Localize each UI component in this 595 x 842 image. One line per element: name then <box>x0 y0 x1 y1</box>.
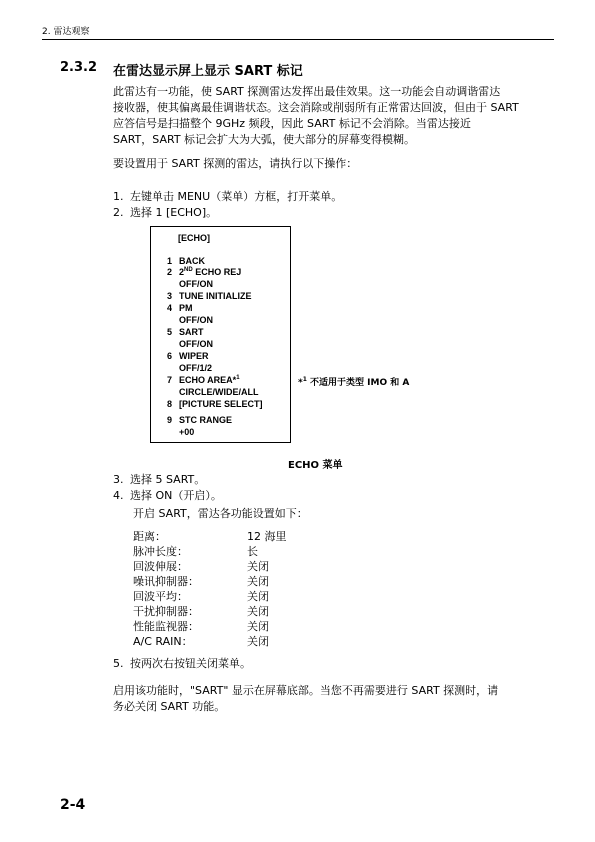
footnote: *$^1$ 不适用于类型 IMO 和 A <box>298 376 410 388</box>
setting-value: 12 海里 <box>247 530 287 543</box>
setting-label: 干扰抑制器： <box>133 605 199 618</box>
menu-item-number: 5 <box>167 327 173 337</box>
section-title: 在雷达显示屏上显示 SART 标记 <box>113 64 303 79</box>
menu-item-label: PM <box>179 303 193 313</box>
step-text: 左键单击 MENU（菜单）方框，打开菜单。 <box>130 190 343 203</box>
closing-line: 务必关闭 SART 功能。 <box>113 700 226 713</box>
setting-label: A/C RAIN： <box>133 635 193 648</box>
setup-text: 要设置用于 SART 探测的雷达，请执行以下操作： <box>113 157 358 170</box>
setting-value: 关闭 <box>247 635 269 648</box>
running-header: 2. 雷达观察 <box>42 27 90 37</box>
closing-line: 启用该功能时，"SART" 显示在屏幕底部。当您不再需要进行 SART 探测时，请 <box>113 684 499 697</box>
menu-item-number: 3 <box>167 291 173 301</box>
menu-item-label: TUNE INITIALIZE <box>179 291 252 301</box>
menu-item-number: 4 <box>167 303 173 313</box>
setting-value: 长 <box>247 545 258 558</box>
menu-item-number: 2 <box>167 267 173 277</box>
menu-item-number: 6 <box>167 351 173 361</box>
setting-value: 关闭 <box>247 590 269 603</box>
menu-item-options: OFF/ON <box>179 315 213 325</box>
step-item <box>113 188 342 204</box>
intro-line: 此雷达有一功能，使 SART 探测雷达发挥出最佳效果。这一功能会自动调谐雷达 <box>113 85 501 98</box>
section-number: 2.3.2 <box>60 60 98 75</box>
setting-label: 回波伸展： <box>133 560 188 573</box>
step-text: 按两次右按钮关闭菜单。 <box>130 657 251 670</box>
menu-item-number: 1 <box>167 256 173 266</box>
setting-label: 距离： <box>133 530 166 543</box>
step-item <box>113 487 222 503</box>
setting-value: 关闭 <box>247 560 269 573</box>
menu-item-label: [PICTURE SELECT] <box>179 399 263 409</box>
menu-item-options: OFF/1/2 <box>179 363 213 373</box>
setting-label: 噪讯抑制器： <box>133 575 199 588</box>
step-number: 3. <box>113 473 124 486</box>
step-text: 选择 5 SART。 <box>130 473 206 486</box>
step-item <box>113 204 217 220</box>
figure-caption: ECHO 菜单 <box>288 460 343 471</box>
settings-intro: 开启 SART，雷达各功能设置如下： <box>133 507 308 520</box>
page-number: 2-4 <box>60 797 86 813</box>
menu-item-options: OFF/ON <box>179 279 213 289</box>
intro-line: 应答信号是扫描整个 9GHz 频段，因此 SART 标记不会消除。当雷达接近 <box>113 117 471 130</box>
menu-item-label: WIPER <box>179 351 209 361</box>
menu-item-options: +00 <box>179 427 195 437</box>
menu-item-options: OFF/ON <box>179 339 213 349</box>
setting-label: 脉冲长度： <box>133 545 188 558</box>
menu-item-number: 8 <box>167 399 173 409</box>
step-item <box>113 471 205 487</box>
step-item <box>113 655 251 671</box>
menu-item-label: ECHO AREA*$^1$ <box>179 375 240 385</box>
intro-line: 接收器，使其偏离最佳调谐状态。这会消除或削弱所有正常雷达回波，但由于 SART <box>113 101 519 114</box>
menu-item-label: SART <box>179 327 204 337</box>
menu-title: [ECHO] <box>178 233 210 243</box>
menu-item-options: CIRCLE/WIDE/ALL <box>179 387 259 397</box>
step-text: 选择 ON（开启）。 <box>130 489 222 502</box>
menu-item-label: 2ND ECHO REJ <box>179 267 242 277</box>
setting-value: 关闭 <box>247 620 269 633</box>
setting-label: 性能监视器： <box>133 620 199 633</box>
echo-menu-figure <box>150 226 291 443</box>
intro-line: SART，SART 标记会扩大为大弧，使大部分的屏幕变得模糊。 <box>113 133 416 146</box>
menu-item-number: 9 <box>167 415 173 425</box>
step-number: 2. <box>113 206 124 219</box>
setting-label: 回波平均： <box>133 590 188 603</box>
menu-item-label: STC RANGE <box>179 415 233 425</box>
step-number: 1. <box>113 190 124 203</box>
menu-item-number: 7 <box>167 375 173 385</box>
setting-value: 关闭 <box>247 575 269 588</box>
step-text: 选择 1 [ECHO]。 <box>130 206 218 219</box>
header-divider <box>42 39 554 40</box>
step-number: 4. <box>113 489 124 502</box>
step-number: 5. <box>113 657 124 670</box>
menu-item-label: BACK <box>179 256 205 266</box>
setting-value: 关闭 <box>247 605 269 618</box>
